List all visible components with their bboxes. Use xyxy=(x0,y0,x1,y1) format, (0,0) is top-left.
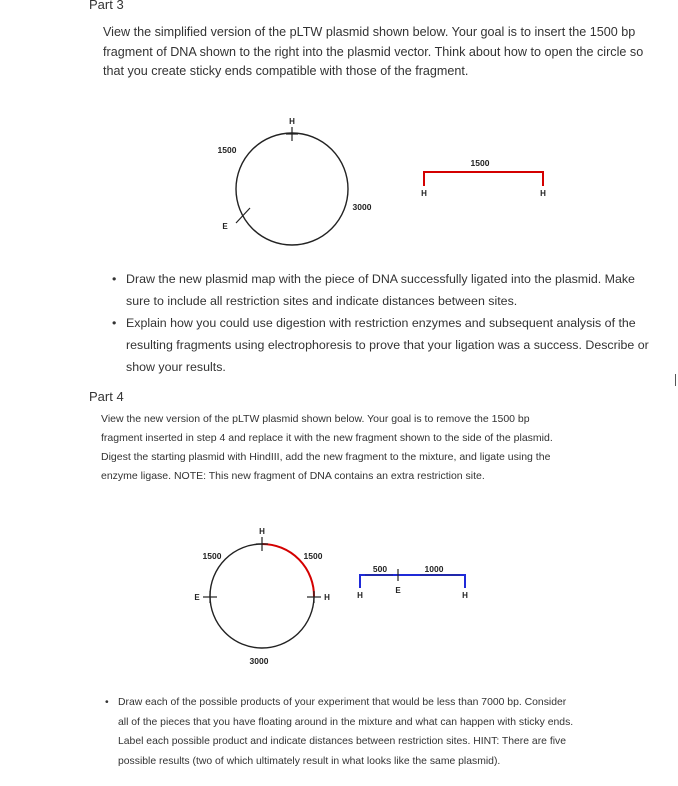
p4-site-e-label: E xyxy=(194,593,200,602)
part4-intro: View the new version of the pLTW plasmid shown below. Your goal is to remove the 1500 bp fragment inserted in step 4 and replace it with the new fragment shown to the side of the plasmid. Digest the starting plasmid with HindIII, add the new fragment to the mixture, and ligate using the enzyme ligase. NOTE: This new fragment of DNA contains an extra restriction site. xyxy=(101,413,553,482)
p4-site-h-right-label: H xyxy=(324,593,330,602)
part4-bullet-1: • Draw each of the possible products of your experiment that would be less than 7000 bp. Consider all of the pieces that you have floating around in the mixture and what can happen with sticky ends. Label each possible product and indicate distances between restriction sites. HINT: There are five possible results (two of which ultimately result in what looks like the same plasmid). xyxy=(104,693,574,771)
fragment-right-site: H xyxy=(540,189,546,198)
new-fragment-1000-label: 1000 xyxy=(424,564,444,574)
seg-1500-label: 1500 xyxy=(217,145,237,155)
new-fragment-line xyxy=(360,575,465,588)
part4-heading: Part 4 xyxy=(89,389,124,404)
fragment-1500-label: 1500 xyxy=(470,158,490,168)
site-e-label: E xyxy=(222,222,228,231)
new-fragment-500-label: 500 xyxy=(372,564,388,574)
p4-site-h-top-label: H xyxy=(259,527,265,536)
new-fragment-site-h1: H xyxy=(357,591,363,600)
new-fragment-site-e: E xyxy=(395,586,401,595)
part4-bullets xyxy=(104,693,574,771)
site-h-top-label: H xyxy=(289,117,295,126)
part3-bullet-2: • Explain how you could use digestion with restriction enzymes and subsequent analysis of the resulting fragments using electrophoresis to prove that your ligation was a success. Describe or show your results. xyxy=(110,312,655,378)
p4-arc-1500-left: 1500 xyxy=(202,551,222,561)
new-fragment-site-h2: H xyxy=(462,591,468,600)
seg-3000-label: 3000 xyxy=(352,202,372,212)
part3-bullet-1: • Draw the new plasmid map with the piece of DNA successfully ligated into the plasmid. Make sure to include all restriction sites and indicate distances between sites. xyxy=(110,268,655,312)
p4-arc-3000: 3000 xyxy=(249,656,269,666)
fragment-left-site: H xyxy=(421,189,427,198)
part3-intro: View the simplified version of the pLTW plasmid shown below. Your goal is to insert the 1500 bp fragment of DNA shown to the right into the plasmid vector. Think about how to open the circle so that you create sticky ends compatible with those of the fragment. xyxy=(103,25,644,78)
part3-heading: Part 3 xyxy=(89,0,124,12)
p4-arc-1500-right: 1500 xyxy=(303,551,323,561)
